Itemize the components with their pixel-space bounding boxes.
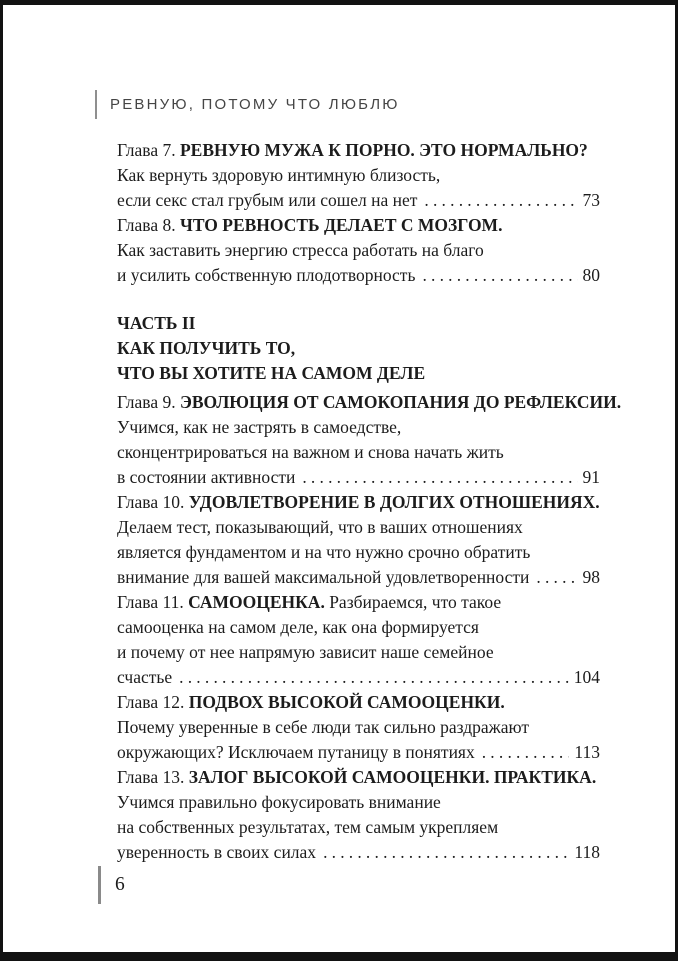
chapter-label: Глава 10. <box>117 492 185 512</box>
chapter-description-tail: счастье <box>117 667 173 687</box>
chapter-label: Глава 13. <box>117 767 185 787</box>
toc-page-number: 98 <box>582 567 600 587</box>
toc-entry-chapter-10[interactable] <box>117 490 600 590</box>
running-head-rule <box>95 90 97 119</box>
toc-entry-chapter-7[interactable] <box>117 138 600 213</box>
chapter-heading <box>117 213 600 238</box>
chapter-description-line <box>117 188 600 213</box>
chapter-description-tail: и усилить собственную плодотворность <box>117 265 416 285</box>
chapter-title: ЭВОЛЮЦИЯ ОТ САМОКОПАНИЯ ДО РЕФЛЕКСИИ. <box>179 392 622 412</box>
running-head-title: РЕВНУЮ, ПОТОМУ ЧТО ЛЮБЛЮ <box>110 96 400 113</box>
toc-page-number: 118 <box>574 842 600 862</box>
toc-leader-dots <box>415 263 577 288</box>
toc-entry-chapter-12[interactable] <box>117 690 600 765</box>
chapter-title: РЕВНУЮ МУЖА К ПОРНО. ЭТО НОРМАЛЬНО? <box>179 140 588 160</box>
toc-leader-dots <box>475 740 570 765</box>
chapter-label: Глава 9. <box>117 392 176 412</box>
toc-leader-dots <box>417 188 577 213</box>
chapter-label: Глава 11. <box>117 592 184 612</box>
chapter-description-line: Почему уверенные в себе люди так сильно раздражают <box>117 717 530 737</box>
chapter-title: ЗАЛОГ ВЫСОКОЙ САМООЦЕНКИ. ПРАКТИКА. <box>188 767 597 787</box>
part-heading <box>117 311 600 386</box>
chapter-description-line <box>117 565 600 590</box>
toc-page-number: 113 <box>574 742 600 762</box>
chapter-description-line: сконцентрироваться на важном и снова начать жить <box>117 442 504 462</box>
chapter-description-tail: внимание для вашей максимальной удовлетворенности <box>117 567 530 587</box>
toc-page-number: 80 <box>582 265 600 285</box>
chapter-description-line: Делаем тест, показывающий, что в ваших отношениях <box>117 517 523 537</box>
chapter-description-line <box>117 465 600 490</box>
chapter-heading <box>117 490 600 515</box>
chapter-description-line: является фундаментом и на что нужно срочно обратить <box>117 542 531 562</box>
chapter-heading <box>117 390 622 415</box>
chapter-heading <box>117 590 600 615</box>
toc-entry-chapter-11[interactable] <box>117 590 600 690</box>
page-footer <box>98 866 125 904</box>
chapter-description-line: на собственных результатах, тем самым укрепляем <box>117 817 499 837</box>
chapter-title: САМООЦЕНКА. <box>188 592 325 612</box>
chapter-description-line: самооценка на самом деле, как она формируется <box>117 617 479 637</box>
chapter-title: ЧТО РЕВНОСТЬ ДЕЛАЕТ С МОЗГОМ. <box>179 215 503 235</box>
chapter-label: Глава 8. <box>117 215 176 235</box>
folio-page-number: 6 <box>115 874 125 895</box>
chapter-description-line: Учимся, как не застрять в самоедстве, <box>117 417 402 437</box>
chapter-description-line <box>117 740 600 765</box>
toc-leader-dots <box>316 840 569 865</box>
chapter-description-tail: уверенность в своих силах <box>117 842 317 862</box>
chapter-title: УДОВЛЕТВОРЕНИЕ В ДОЛГИХ ОТНОШЕНИЯХ. <box>188 492 600 512</box>
chapter-description-line <box>117 840 600 865</box>
chapter-heading <box>117 765 600 790</box>
chapter-label: Глава 7. <box>117 140 176 160</box>
running-head <box>95 90 400 119</box>
part-label: ЧАСТЬ II <box>117 313 196 333</box>
chapter-description-line <box>117 263 600 288</box>
chapter-description-line: Как вернуть здоровую интимную близость, <box>117 165 441 185</box>
toc-leader-dots <box>295 465 577 490</box>
toc-entry-chapter-9[interactable] <box>117 390 622 490</box>
toc-page-number: 91 <box>582 467 600 487</box>
chapter-description-tail: если секс стал грубым или сошел на нет <box>117 190 418 210</box>
part-title-line: КАК ПОЛУЧИТЬ ТО, <box>117 338 296 358</box>
toc-entry-chapter-13[interactable] <box>117 765 600 865</box>
toc-entry-chapter-8[interactable] <box>117 213 600 288</box>
toc-leader-dots <box>529 565 577 590</box>
chapter-title: ПОДВОХ ВЫСОКОЙ САМООЦЕНКИ. <box>188 692 505 712</box>
toc-page-number: 104 <box>573 667 600 687</box>
folio-rule <box>98 866 101 904</box>
chapter-description-line: Как заставить энергию стресса работать на благо <box>117 240 484 260</box>
chapter-description-tail: окружающих? Исключаем путаницу в понятиях <box>117 742 475 762</box>
part-title-line: ЧТО ВЫ ХОТИТЕ НА САМОМ ДЕЛЕ <box>117 363 426 383</box>
book-page <box>3 5 675 952</box>
toc-leader-dots <box>172 665 569 690</box>
chapter-description-line: и почему от нее напрямую зависит наше семейное <box>117 642 494 662</box>
chapter-title-suffix: Разбираемся, что такое <box>329 592 502 612</box>
chapter-description-tail: в состоянии активности <box>117 467 296 487</box>
toc-page-number: 73 <box>582 190 600 210</box>
chapter-label: Глава 12. <box>117 692 185 712</box>
chapter-heading <box>117 138 600 163</box>
chapter-description-line: Учимся правильно фокусировать внимание <box>117 792 441 812</box>
table-of-contents <box>117 138 622 865</box>
chapter-heading <box>117 690 600 715</box>
chapter-description-line <box>117 665 600 690</box>
